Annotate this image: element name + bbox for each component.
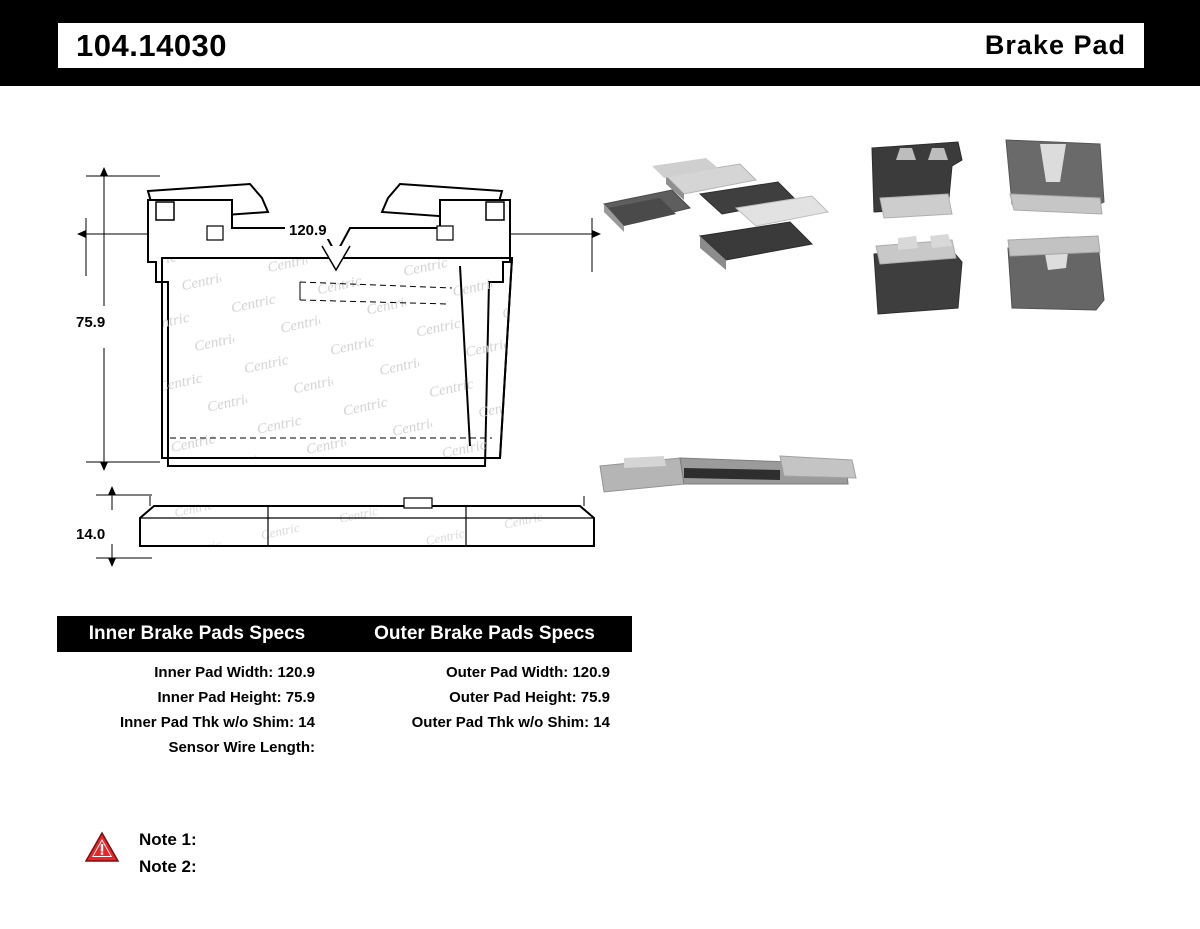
pad-side-view xyxy=(140,496,594,546)
note-1: Note 1: xyxy=(139,830,197,849)
pad-side-tab xyxy=(404,498,432,508)
header-bar xyxy=(58,23,1144,68)
outer-specs-column xyxy=(337,660,632,760)
outer-spec-row: Outer Pad Width: 120.9 xyxy=(445,664,610,681)
warning-icon xyxy=(85,830,119,864)
pad-notch-right xyxy=(437,226,453,240)
pad-side-body xyxy=(140,506,594,546)
pad-notch-left xyxy=(207,226,223,240)
inner-spec-row: Inner Pad Width: 120.9 xyxy=(154,664,315,681)
product-photo-assortment xyxy=(604,158,828,270)
specifications-section xyxy=(57,616,632,760)
inner-spec-row: Inner Pad Thk w/o Shim: 14 xyxy=(119,714,315,731)
outer-spec-row: Outer Pad Thk w/o Shim: 14 xyxy=(411,714,610,731)
document-type-label: Brake Pad xyxy=(984,30,1126,60)
pad-friction-material xyxy=(162,258,512,458)
dimension-thickness-label: 14.0 xyxy=(72,526,109,543)
dimension-width-label: 120.9 xyxy=(285,222,331,239)
notes-section xyxy=(85,826,197,880)
page-header xyxy=(0,0,1200,86)
note-2: Note 2: xyxy=(139,857,197,876)
note-text-block xyxy=(139,826,197,880)
product-photo-hardware xyxy=(600,456,856,492)
inner-specs-column xyxy=(57,660,337,760)
dimension-height-label: 75.9 xyxy=(72,314,109,331)
pad-hole-right xyxy=(486,202,504,220)
pad-hole-left xyxy=(156,202,174,220)
inner-spec-row: Inner Pad Height: 75.9 xyxy=(157,689,315,706)
inner-specs-title: Inner Brake Pads Specs xyxy=(88,623,306,644)
outer-spec-row: Outer Pad Height: 75.9 xyxy=(449,689,610,706)
specs-header-row xyxy=(57,616,632,652)
inner-spec-row: Sensor Wire Length: xyxy=(168,739,315,756)
technical-drawing-area xyxy=(0,86,1200,606)
outer-specs-title: Outer Brake Pads Specs xyxy=(374,623,595,644)
specs-body xyxy=(57,652,632,760)
drawing-svg xyxy=(0,86,1200,606)
product-photo-pad-set xyxy=(872,140,1104,314)
part-number: 104.14030 xyxy=(76,27,228,63)
